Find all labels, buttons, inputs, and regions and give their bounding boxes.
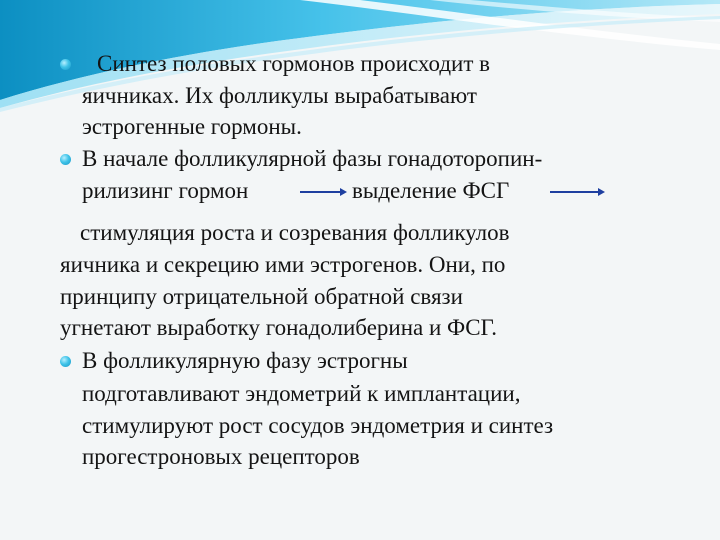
- bullet-3-line-1: В фолликулярную фазу эстрогны: [82, 348, 408, 373]
- flow-arrow-1-icon: [300, 186, 348, 198]
- bullet-2-line-1: В начале фолликулярной фазы гонадоторопин-: [82, 146, 543, 171]
- bullet-3-line-4: прогестроновых рецепторов: [82, 444, 360, 469]
- flow-middle-text: выделение ФСГ: [352, 178, 510, 203]
- bullet-2-icon: [60, 154, 71, 165]
- bullet-2-tail-line-2: яичника и секрецию ими эстрогенов. Они, по: [60, 252, 506, 277]
- flow-arrow-2-icon: [550, 186, 606, 198]
- flow-start-text: рилизинг гормон: [82, 178, 249, 203]
- bullet-2-tail-line-1: стимуляция роста и созревания фолликулов: [80, 220, 510, 245]
- bullet-1-line-1: Синтез половых гормонов происходит в: [97, 51, 491, 76]
- bullet-2-tail-line-3: принципу отрицательной обратной связи: [60, 284, 463, 309]
- bullet-1-line-3: эстрогенные гормоны.: [82, 114, 302, 139]
- bullet-1-icon: [60, 59, 71, 70]
- bullet-1-line-2: яичниках. Их фолликулы вырабатывают: [82, 83, 477, 108]
- bullet-2-tail-line-4: угнетают выработку гонадолиберина и ФСГ.: [60, 315, 498, 340]
- bullet-3-line-3: стимулируют рост сосудов эндометрия и синтез: [82, 413, 554, 438]
- bullet-3-line-2: подготавливают эндометрий к имплантации,: [82, 381, 521, 406]
- bullet-3-icon: [60, 356, 71, 367]
